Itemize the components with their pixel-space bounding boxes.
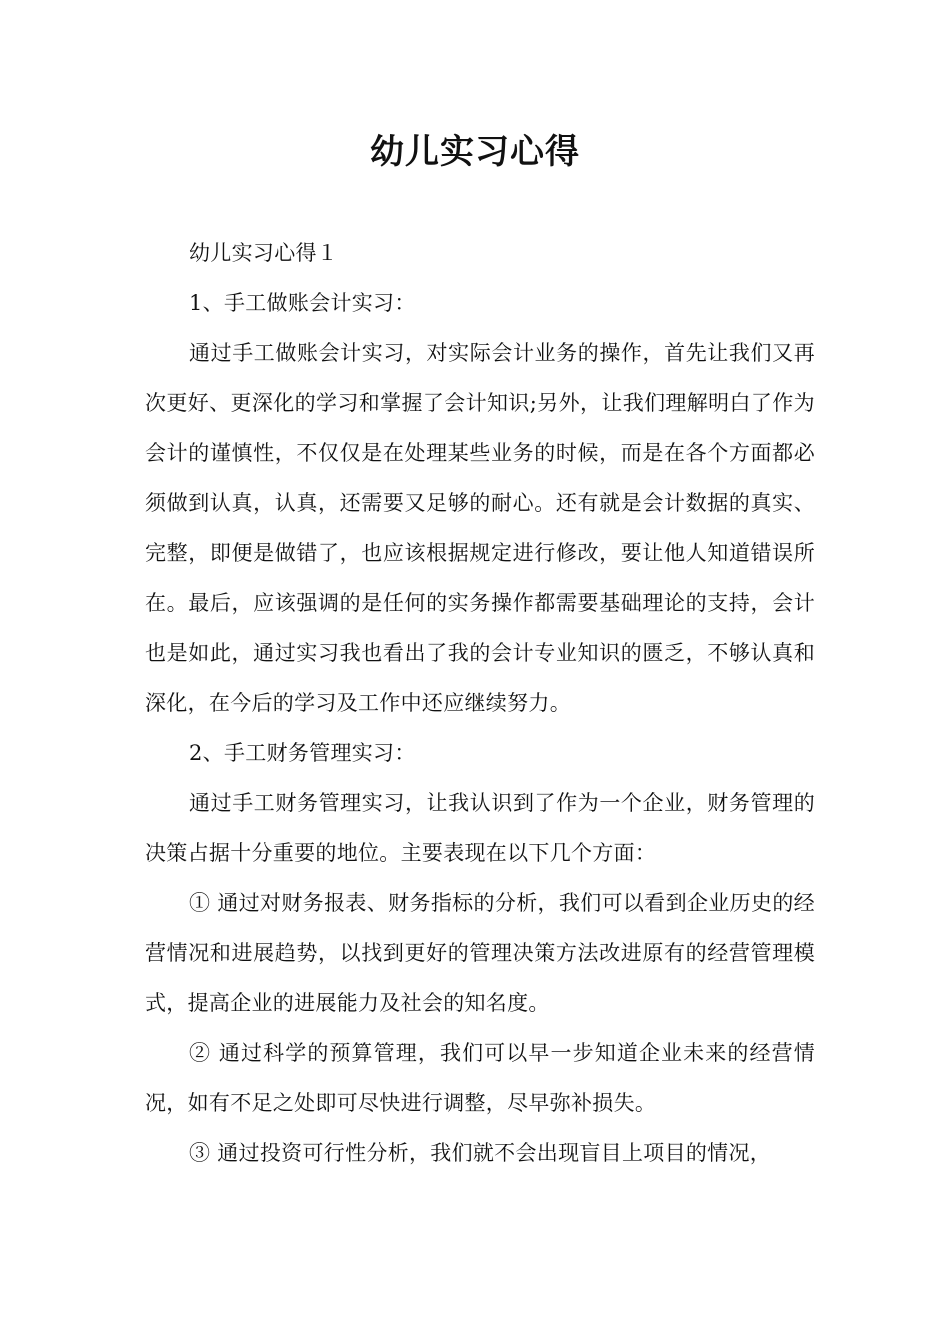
subsection-heading: 2、手工财务管理实习：: [189, 741, 416, 765]
document-title: 幼儿实习心得: [370, 132, 580, 172]
list-item: ③ 通过投资可行性分析，我们就不会出现盲目上项目的情况，: [189, 1141, 772, 1165]
document-body: [145, 228, 815, 1178]
section-heading: 幼儿实习心得１: [189, 241, 339, 265]
subsection-heading: 1、手工做账会计实习：: [189, 291, 416, 315]
paragraph: 通过手工财务管理实习，让我认识到了作为一个企业，财务管理的决策占据十分重要的地位。主要表现在以下几个方面：: [145, 791, 815, 865]
list-item: ② 通过科学的预算管理，我们可以早一步知道企业未来的经营情况，如有不足之处即可尽快进行调整，尽早弥补损失。: [145, 1041, 815, 1115]
paragraph: 通过手工做账会计实习，对实际会计业务的操作，首先让我们又再次更好、更深化的学习和掌握了会计知识;另外，让我们理解明白了作为会计的谨慎性，不仅仅是在处理某些业务的时候，而是在各个方面都必须做到认真，认真，还需要又足够的耐心。还有就是会计数据的真实、完整，即便是做错了，也应该根据规定进行修改，要让他人知道错误所在。最后，应该强调的是任何的实务操作都需要基础理论的支持，会计也是如此，通过实习我也看出了我的会计专业知识的匮乏，不够认真和深化，在今后的学习及工作中还应继续努力。: [145, 341, 815, 715]
list-item: ① 通过对财务报表、财务指标的分析，我们可以看到企业历史的经营情况和进展趋势，以找到更好的管理决策方法改进原有的经营管理模式，提高企业的进展能力及社会的知名度。: [145, 891, 815, 1015]
